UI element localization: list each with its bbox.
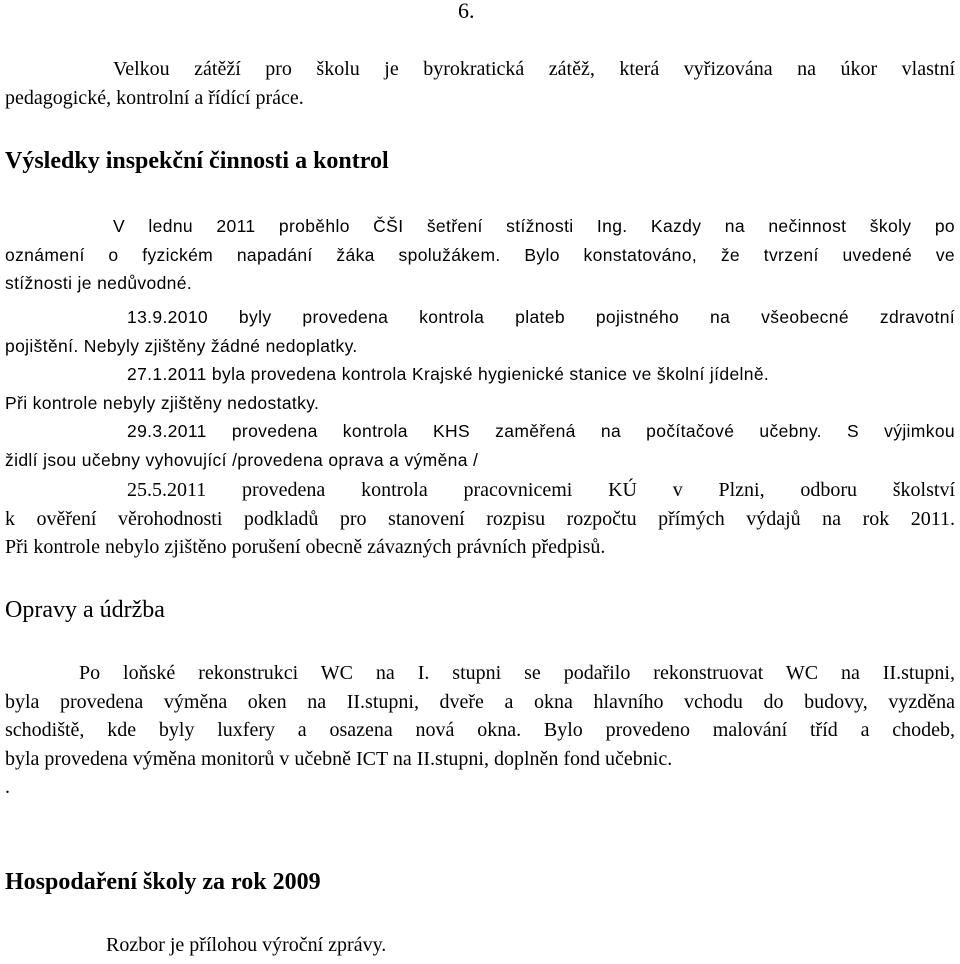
economy-text: Rozbor je přílohou výroční zprávy. [106,934,387,956]
inspection-p3-line-2: Při kontrole nebyly zjištěny nedostatky. [5,392,320,413]
inspection-p1-line-3: stížnosti je nedůvodné. [5,273,193,293]
inspection-p2-line-1: 13.9.2010 byly provedena kontrola plateb pojistného na všeobecné zdravotní [127,307,955,327]
repairs-heading: Opravy a údržba [5,597,165,623]
repairs-line-4: byla provedena výměna monitorů v učebně ICT na II.stupni, doplněn fond učebnic. [5,747,673,770]
inspection-p1-line-1: V lednu 2011 proběhlo ČŠI šetření stížnosti Ing. Kazdy na nečinnost školy po [113,216,955,236]
inspection-heading: Výsledky inspekční činnosti a kontrol [5,148,389,174]
inspection-paragraph-4 [5,417,955,474]
inspection-p2-line-2: pojištění. Nebyly zjištěny žádné nedoplatky. [5,335,358,356]
repairs-line-5: . [5,776,10,798]
inspection-p5-line-1: 25.5.2011 provedena kontrola pracovnicemi KÚ v Plzni, odboru školství [127,479,955,501]
inspection-p3-line-1: 27.1.2011 byla provedena kontrola Krajské hygienické stanice ve školní jídelně. [127,364,770,384]
inspection-paragraph-5 [5,476,955,562]
economy-heading: Hospodaření školy za rok 2009 [5,869,321,895]
inspection-paragraph-1 [5,212,955,298]
intro-line-2: pedagogické, kontrolní a řídící práce. [5,86,304,109]
repairs-line-1: Po loňské rekonstrukci WC na I. stupni se podařilo rekonstruovat WC na II.stupni, [79,662,955,684]
repairs-line-2: byla provedena výměna oken na II.stupni, dveře a okna hlavního vchodu do budovy, vyzděna [5,690,955,713]
inspection-p5-line-2: k ověření věrohodnosti podkladů pro stanovení rozpisu rozpočtu přímých výdajů na rok 2011. [5,507,955,530]
intro-paragraph [5,55,955,112]
inspection-p1-line-2: oznámení o fyzickém napadání žáka spolužákem. Bylo konstatováno, že tvrzení uvedené ve [5,244,955,265]
repairs-line-3: schodiště, kde byly luxfery a osazena nová okna. Bylo provedeno malování tříd a chodeb, [5,719,955,741]
inspection-paragraph-3 [5,360,955,417]
inspection-p4-line-1: 29.3.2011 provedena kontrola KHS zaměřená na počítačové učebny. S výjimkou [127,421,955,441]
intro-line-1: Velkou zátěží pro školu je byrokratická zátěž, která vyřizována na úkor vlastní [113,58,955,80]
inspection-p4-line-2: židlí jsou učebny vyhovující /provedena oprava a výměna / [5,449,479,470]
inspection-paragraph-2 [5,303,955,360]
inspection-p5-line-3: Při kontrole nebylo zjištěno porušení obecně závazných právních předpisů. [5,536,606,558]
page-number: 6. [458,0,475,23]
repairs-paragraph [5,659,955,802]
